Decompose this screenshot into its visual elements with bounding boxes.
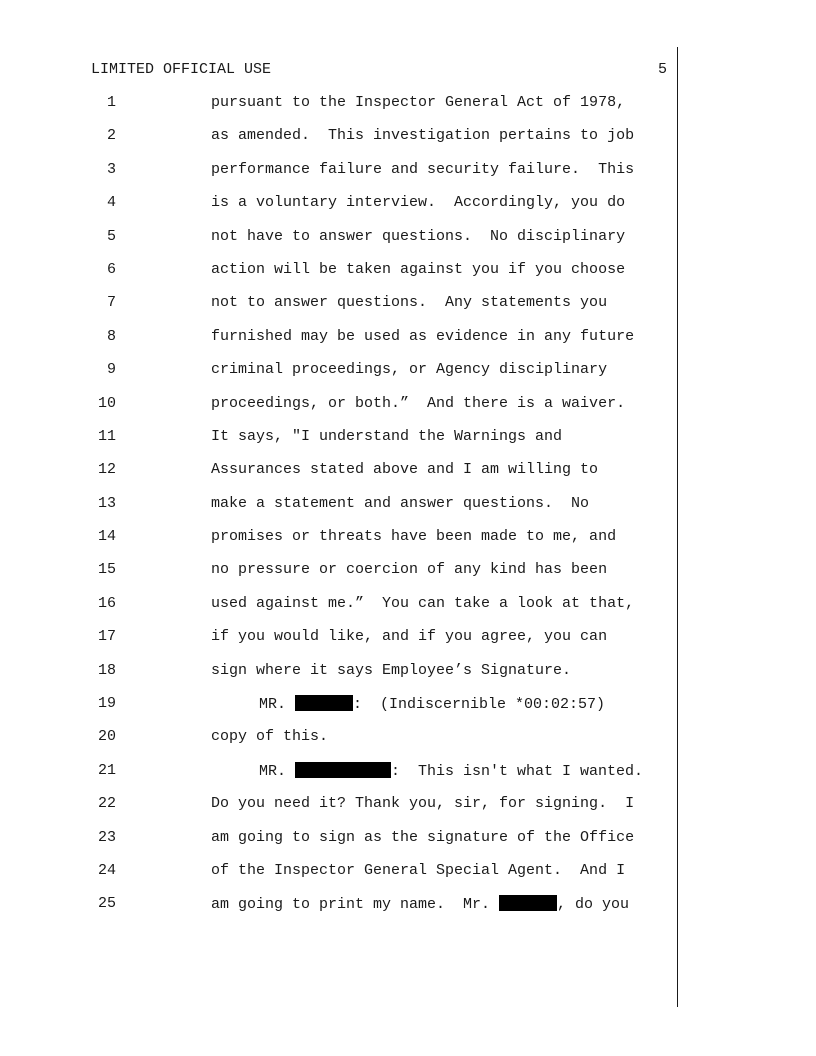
line-text: not to answer questions. Any statements you	[211, 294, 608, 312]
transcript-line	[0, 695, 816, 728]
redaction-box	[295, 695, 353, 711]
line-text: of the Inspector General Special Agent. And I	[211, 861, 626, 879]
transcript-line	[0, 261, 816, 294]
redaction-box	[499, 895, 557, 911]
line-number: 8	[106, 327, 116, 345]
transcript-line	[0, 328, 816, 361]
line-number: 2	[106, 127, 116, 145]
line-number: 7	[106, 294, 116, 312]
line-number: 19	[97, 695, 116, 713]
redaction-box	[295, 762, 391, 778]
line-number: 21	[97, 761, 116, 779]
transcript-line	[0, 428, 816, 461]
line-text-after-redaction: , do you	[557, 896, 630, 914]
line-text: action will be taken against you if you choose	[211, 260, 626, 278]
line-number: 22	[97, 795, 116, 813]
line-text: if you would like, and if you agree, you can	[211, 628, 608, 646]
line-text: pursuant to the Inspector General Act of 1978,	[211, 94, 626, 111]
transcript-line	[0, 361, 816, 394]
transcript-line	[0, 595, 816, 628]
transcript-line	[0, 294, 816, 327]
line-number: 23	[97, 828, 116, 846]
line-number: 24	[97, 861, 116, 879]
line-text: Do you need it? Thank you, sir, for signing. I	[211, 795, 635, 813]
line-number: 13	[97, 494, 116, 512]
transcript-line	[0, 795, 816, 828]
line-text: used against me.” You can take a look at that,	[211, 594, 635, 612]
line-text: promises or threats have been made to me, and	[211, 528, 617, 546]
transcript-line	[0, 94, 816, 127]
line-number: 12	[97, 461, 116, 479]
transcript-line	[0, 528, 816, 561]
line-text: am going to sign as the signature of the Office	[211, 828, 635, 846]
line-number: 18	[97, 661, 116, 679]
line-text: criminal proceedings, or Agency disciplinary	[211, 361, 608, 379]
transcript-line	[0, 628, 816, 661]
speaker-statement: : This isn't what I wanted.	[391, 762, 644, 780]
transcript-line	[0, 728, 816, 761]
transcript-lines	[0, 94, 816, 929]
transcript-line	[0, 395, 816, 428]
line-text: furnished may be used as evidence in any future	[211, 327, 635, 345]
speaker-line-text	[259, 695, 605, 714]
speaker-prefix: MR.	[259, 762, 296, 780]
line-text: make a statement and answer questions. No	[211, 494, 590, 512]
transcript-line	[0, 762, 816, 795]
transcript-line	[0, 461, 816, 494]
line-number: 16	[97, 594, 116, 612]
transcript-line	[0, 127, 816, 160]
speaker-statement: : (Indiscernible *00:02:57)	[353, 696, 606, 714]
page-number: 5	[657, 61, 667, 78]
line-text: copy of this.	[211, 728, 329, 746]
line-number: 4	[106, 194, 116, 212]
classification-header: LIMITED OFFICIAL USE	[91, 61, 272, 78]
transcript-line	[0, 161, 816, 194]
transcript-line	[0, 662, 816, 695]
line-text: as amended. This investigation pertains to job	[211, 127, 635, 145]
line-number: 15	[97, 561, 116, 579]
line-text-before-redaction: am going to print my name. Mr.	[211, 896, 500, 914]
transcript-line	[0, 829, 816, 862]
transcript-line	[0, 228, 816, 261]
line-number: 6	[106, 260, 116, 278]
line-number: 9	[106, 361, 116, 379]
line-number: 5	[106, 227, 116, 245]
transcript-line	[0, 862, 816, 895]
line-number: 1	[106, 94, 116, 111]
transcript-line	[0, 895, 816, 928]
line-text: proceedings, or both.” And there is a waiver.	[211, 394, 626, 412]
line-text: is a voluntary interview. Accordingly, you do	[211, 194, 626, 212]
line-number: 14	[97, 528, 116, 546]
line-text: sign where it says Employee’s Signature.	[211, 661, 572, 679]
speaker-line-text	[259, 762, 643, 781]
line-text: not have to answer questions. No disciplinary	[211, 227, 626, 245]
line-number: 20	[97, 728, 116, 746]
line-text: no pressure or coercion of any kind has been	[211, 561, 608, 579]
line-number: 11	[97, 427, 116, 445]
line-text: Assurances stated above and I am willing to	[211, 461, 599, 479]
transcript-line	[0, 561, 816, 594]
line-number: 3	[106, 160, 116, 178]
line-text: performance failure and security failure. This	[211, 160, 635, 178]
line-text: It says, "I understand the Warnings and	[211, 427, 563, 445]
speaker-prefix: MR.	[259, 696, 296, 714]
line-number: 17	[97, 628, 116, 646]
line-number: 10	[97, 394, 116, 412]
line-text	[211, 895, 629, 914]
transcript-line	[0, 495, 816, 528]
transcript-line	[0, 194, 816, 227]
line-number: 25	[97, 895, 116, 913]
